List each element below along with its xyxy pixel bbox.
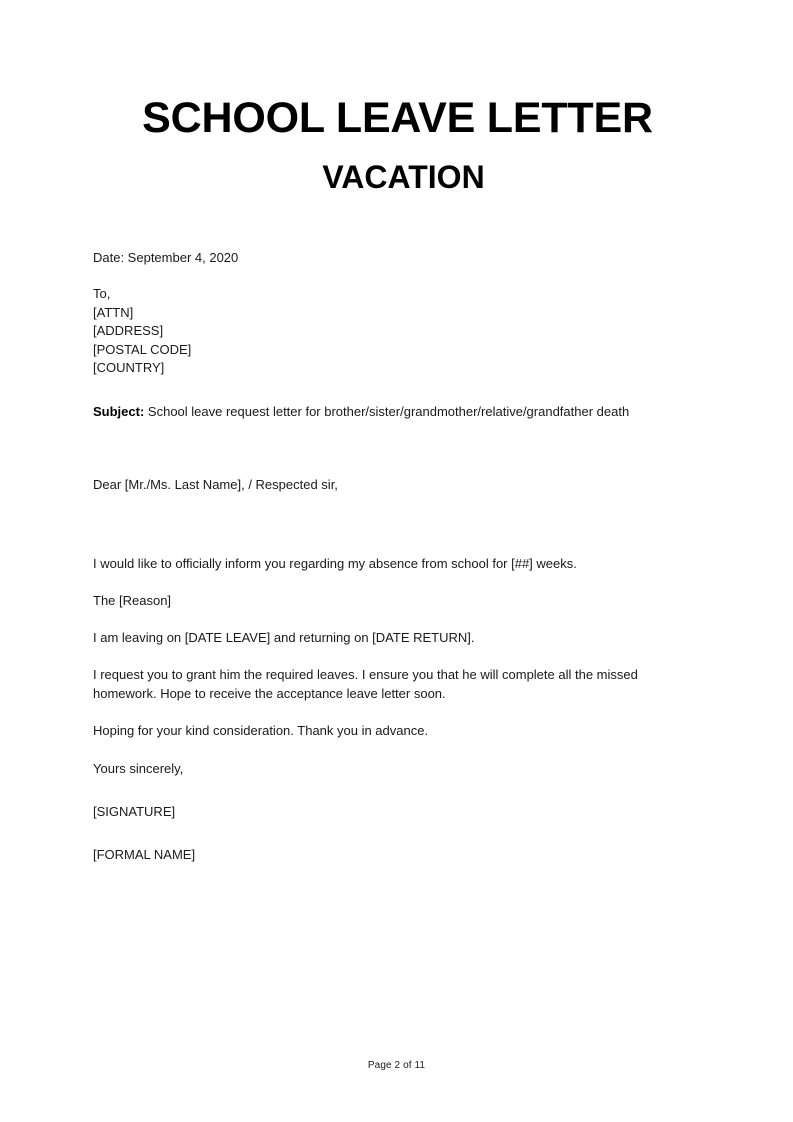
spacer	[93, 421, 671, 475]
body-paragraph-3: I am leaving on [DATE LEAVE] and returning on [DATE RETURN].	[93, 630, 475, 646]
document-title: SCHOOL LEAVE LETTER	[142, 94, 653, 142]
recipient-country: [COUNTRY]	[93, 360, 165, 376]
spacer	[93, 821, 671, 845]
document-subtitle: VACATION	[322, 159, 485, 196]
body-paragraph-1: I would like to officially inform you regarding my absence from school for [##] weeks.	[93, 555, 577, 571]
spacer	[93, 494, 671, 554]
body-paragraph-2: The [Reason]	[93, 593, 172, 609]
recipient-to: To,	[93, 286, 111, 302]
formal-name-placeholder: [FORMAL NAME]	[93, 846, 196, 862]
recipient-address: [ADDRESS]	[93, 323, 164, 339]
salutation: Dear [Mr./Ms. Last Name], / Respected sir,	[93, 476, 338, 492]
spacer	[93, 267, 671, 285]
page-indicator: Page 2 of 11	[367, 1060, 426, 1071]
subject-text: School leave request letter for brother/sister/grandmother/relative/grandfather death	[147, 403, 630, 419]
spacer	[93, 573, 671, 591]
body-paragraph-5: Hoping for your kind consideration. Thank you in advance.	[93, 723, 429, 739]
spacer	[93, 378, 671, 402]
body-paragraph-4: I request you to grant him the required leaves. I ensure you that he will complete all the missed homework. Hope to receive the acceptance leave letter soon.	[93, 667, 638, 702]
recipient-attn: [ATTN]	[93, 304, 134, 320]
recipient-postal-code: [POSTAL CODE]	[93, 341, 192, 357]
spacer	[93, 647, 671, 665]
spacer	[93, 778, 671, 802]
spacer	[93, 703, 671, 721]
date-line: Date: September 4, 2020	[93, 250, 239, 265]
signature-placeholder: [SIGNATURE]	[93, 803, 176, 819]
letter-body	[93, 249, 671, 864]
spacer	[93, 741, 671, 759]
subject-label: Subject:	[93, 403, 145, 419]
spacer	[93, 610, 671, 628]
page-footer	[0, 1060, 793, 1071]
subject-line	[93, 402, 671, 421]
closing-line: Yours sincerely,	[93, 760, 184, 776]
title-block	[0, 96, 793, 195]
recipient-block	[93, 285, 671, 377]
